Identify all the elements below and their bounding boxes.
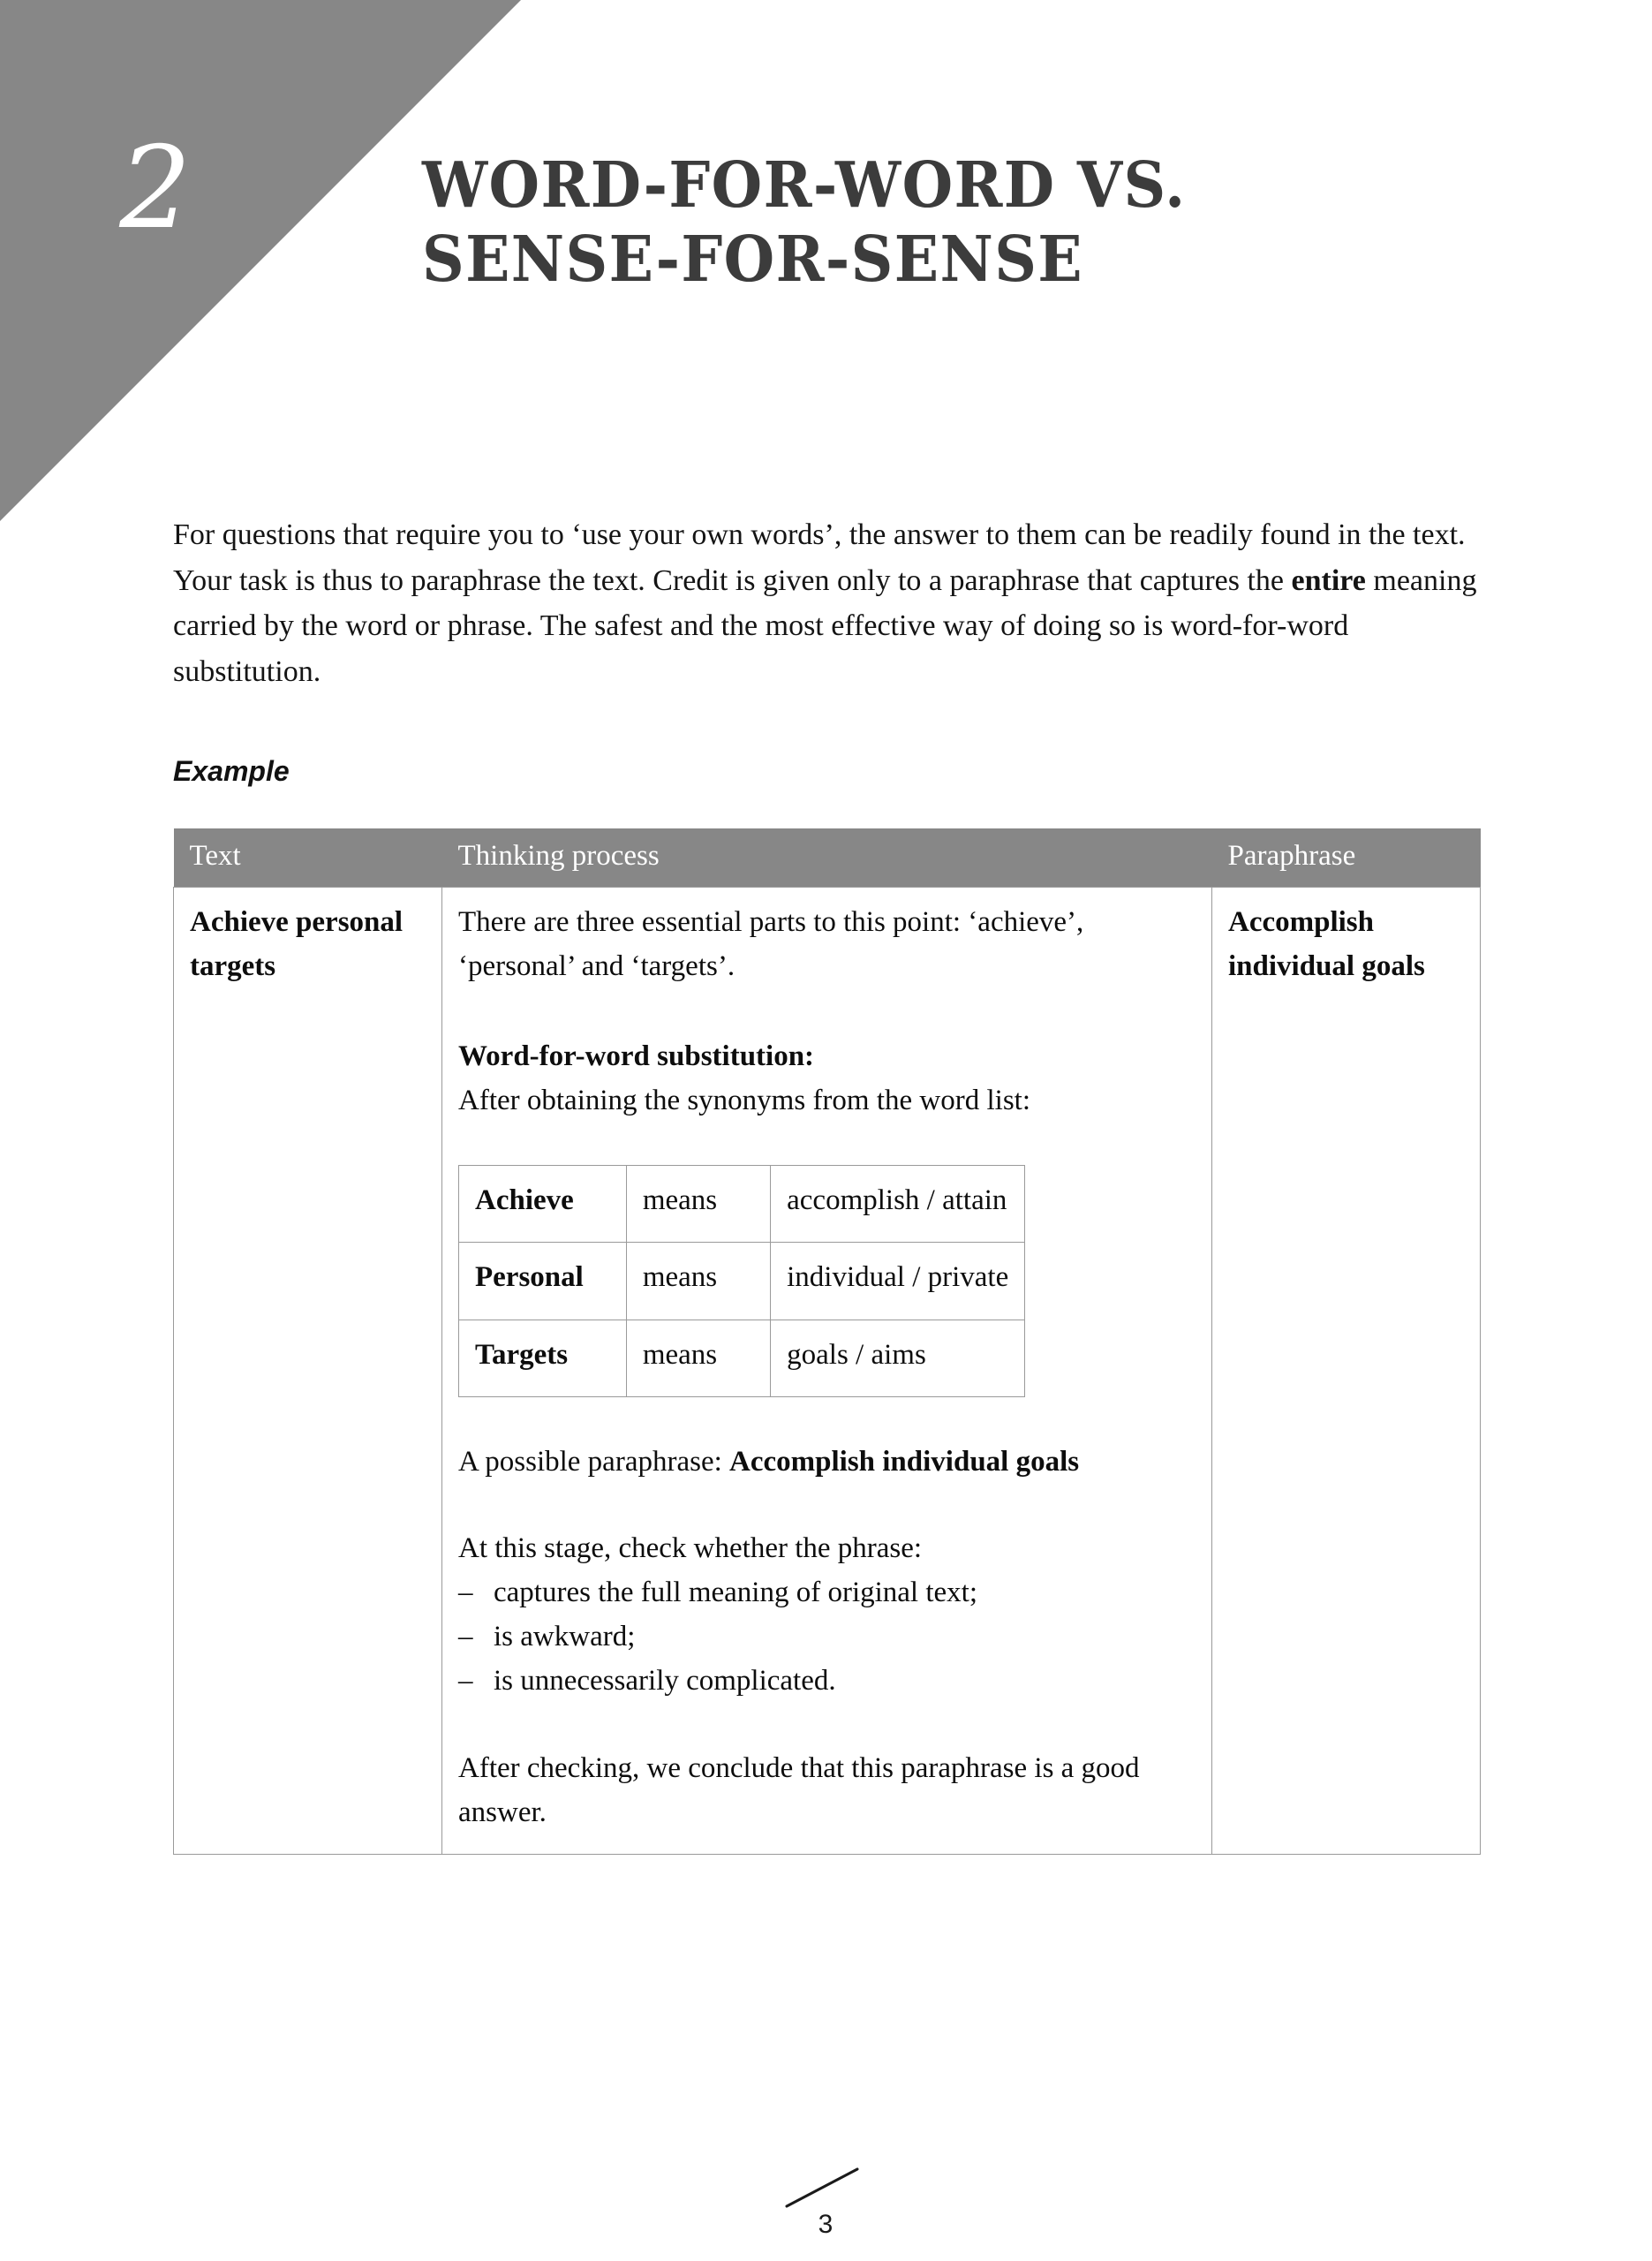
page-title-line-2: SENSE-FOR-SENSE xyxy=(422,221,1083,296)
synonym-means-targets: means xyxy=(626,1320,770,1396)
intro-paragraph xyxy=(173,512,1480,695)
thinking-subheading-follow: After obtaining the synonyms from the word list: xyxy=(458,1085,1030,1117)
example-table xyxy=(173,828,1481,1855)
check-list-item xyxy=(458,1614,1196,1659)
column-header-thinking-process: Thinking process xyxy=(442,828,1212,887)
synonym-word-personal: Personal xyxy=(459,1243,627,1320)
check-list-item xyxy=(458,1659,1196,1703)
table-row xyxy=(174,887,1481,1854)
synonym-word-targets: Targets xyxy=(459,1320,627,1396)
check-list-item-label: is awkward; xyxy=(494,1621,636,1653)
synonym-row-achieve xyxy=(459,1166,1025,1243)
spacer xyxy=(458,1123,1196,1165)
cell-text: Achieve personal targets xyxy=(174,887,442,1854)
intro-text-part-1: For questions that require you to ‘use your own words’, the answer to them can be readily found in the text. Your task is thus to paraphrase the text. Credit is given only to a paraphrase that captures the xyxy=(173,518,1466,597)
thinking-subheading: Word-for-word substitution: xyxy=(458,1040,815,1072)
conclusion-line: After checking, we conclude that this paraphrase is a good answer. xyxy=(458,1751,1140,1828)
possible-paraphrase-answer: Accomplish individual goals xyxy=(729,1445,1080,1478)
check-list-item-label: is unnecessarily complicated. xyxy=(494,1665,836,1698)
possible-paraphrase-prefix: A possible paraphrase: xyxy=(458,1445,730,1478)
synonym-values-targets: goals / aims xyxy=(771,1320,1025,1396)
dash-bullet-icon: – xyxy=(458,1665,473,1698)
synonym-row-targets xyxy=(459,1320,1025,1396)
table-header-row xyxy=(174,828,1481,887)
spacer xyxy=(458,1397,1196,1440)
cell-paraphrase: Accomplish individual goals xyxy=(1212,887,1481,1854)
synonym-word-achieve: Achieve xyxy=(459,1166,627,1243)
cell-thinking-process xyxy=(442,887,1212,1854)
synonym-means-personal: means xyxy=(626,1243,770,1320)
synonym-values-achieve: accomplish / attain xyxy=(771,1166,1025,1243)
intro-emphasis-entire: entire xyxy=(1291,563,1366,597)
intro-text-part-2: meaning carried by the word or phrase. The safest and the most effective way of doing so is word-for-word substitution. xyxy=(173,563,1477,689)
spacer xyxy=(458,988,1196,1034)
possible-paraphrase-line xyxy=(458,1440,1196,1484)
dash-bullet-icon: – xyxy=(458,1621,473,1653)
spacer xyxy=(458,1484,1196,1526)
chapter-number: 2 xyxy=(119,123,192,254)
synonym-table xyxy=(458,1165,1025,1396)
column-header-text: Text xyxy=(174,828,442,887)
dash-bullet-icon: – xyxy=(458,1577,473,1609)
check-list-item-label: captures the full meaning of original text; xyxy=(494,1577,977,1609)
check-list xyxy=(458,1570,1196,1703)
synonym-row-personal xyxy=(459,1243,1025,1320)
synonym-values-personal: individual / private xyxy=(771,1243,1025,1320)
thinking-intro-line: There are three essential parts to this point: ‘achieve’, ‘personal’ and ‘targets’. xyxy=(458,905,1084,982)
content-column xyxy=(173,512,1480,1855)
page-title-line-1: WORD-FOR-WORD VS. xyxy=(422,147,1187,222)
synonym-means-achieve: means xyxy=(626,1166,770,1243)
page-number: 3 xyxy=(818,2210,834,2239)
check-list-item xyxy=(458,1570,1196,1614)
column-header-paraphrase: Paraphrase xyxy=(1212,828,1481,887)
footer-rule-icon xyxy=(785,2167,859,2208)
page-footer xyxy=(0,2146,1652,2261)
spacer xyxy=(458,1704,1196,1746)
check-intro-line: At this stage, check whether the phrase: xyxy=(458,1531,923,1564)
example-label: Example xyxy=(173,754,290,787)
page-title xyxy=(422,148,1375,297)
